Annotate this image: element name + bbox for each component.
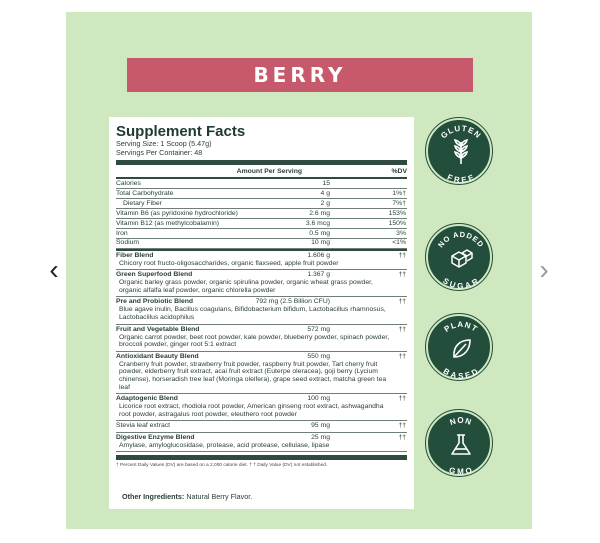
nutrient-row bbox=[116, 209, 407, 219]
blend-dv: †† bbox=[398, 352, 406, 360]
blend-name: Pre and Probiotic Blend bbox=[116, 298, 194, 306]
nutrient-name: Iron bbox=[116, 229, 128, 237]
non-gmo-badge bbox=[426, 410, 492, 476]
blend-dv: †† bbox=[398, 271, 406, 279]
blend-name: Digestive Enzyme Blend bbox=[116, 433, 195, 441]
nutrient-name: Dietary Fiber bbox=[123, 199, 162, 207]
dv-header: %DV bbox=[391, 167, 407, 175]
blend-row bbox=[116, 394, 407, 421]
blend-name: Fiber Blend bbox=[116, 252, 154, 260]
nutrient-dv: 153% bbox=[388, 209, 406, 217]
sugar-cube-icon bbox=[428, 226, 494, 292]
nutrient-dv: 3% bbox=[396, 229, 406, 237]
blend-amount: 95 mg bbox=[311, 422, 330, 430]
blend-name: Green Superfood Blend bbox=[116, 271, 193, 279]
svg-text:NON bbox=[449, 416, 474, 427]
servings-per-container: Servings Per Container: 48 bbox=[116, 147, 203, 157]
flavor-banner bbox=[127, 58, 473, 92]
blend-row bbox=[116, 433, 407, 452]
nutrient-name: Sodium bbox=[116, 239, 140, 247]
other-ingredients-value: Natural Berry Flavor. bbox=[186, 492, 253, 501]
nutrient-amount: 2 g bbox=[320, 199, 330, 207]
blend-dv: †† bbox=[398, 433, 406, 441]
badge-top-text: GLUTEN bbox=[439, 123, 483, 141]
blend-dv: †† bbox=[398, 252, 406, 260]
blend-amount: 550 mg bbox=[307, 352, 330, 360]
amount-header: Amount Per Serving bbox=[236, 167, 302, 175]
blend-dv: †† bbox=[398, 325, 406, 333]
plant-based-badge bbox=[426, 314, 492, 380]
nutrient-dv: 7%† bbox=[392, 199, 406, 207]
supplement-facts-title: Supplement Facts bbox=[116, 123, 246, 140]
blend-row bbox=[116, 325, 407, 352]
nutrient-amount: 0.5 mg bbox=[309, 229, 330, 237]
nutrient-row bbox=[116, 199, 407, 209]
blend-row bbox=[116, 270, 407, 297]
other-ingredients-label: Other Ingredients: bbox=[122, 492, 185, 501]
blend-amount: 1.367 g bbox=[307, 271, 330, 279]
nutrient-amount: 3.6 mcg bbox=[305, 219, 330, 227]
other-ingredients bbox=[122, 492, 252, 501]
blend-row bbox=[116, 297, 407, 324]
nutrient-row bbox=[116, 179, 407, 189]
blend-dv: †† bbox=[398, 395, 406, 403]
previous-image-arrow[interactable]: ‹ bbox=[49, 254, 59, 285]
badge-top-text: PLANT bbox=[442, 319, 480, 334]
no-added-sugar-badge bbox=[426, 224, 492, 290]
nutrient-row bbox=[116, 229, 407, 239]
blend-row bbox=[116, 251, 407, 270]
svg-text:GLUTEN bbox=[439, 124, 483, 141]
nutrient-name: Vitamin B6 (as pyridoxine hydrochloride) bbox=[116, 209, 238, 217]
nutrient-row bbox=[116, 219, 407, 229]
badge-top-text: NON bbox=[448, 416, 474, 428]
nutrient-amount: 15 bbox=[322, 179, 330, 187]
nutrient-name: Total Carbohydrate bbox=[116, 189, 174, 197]
blend-dv: †† bbox=[398, 298, 406, 306]
nutrient-dv: 150% bbox=[388, 219, 406, 227]
blend-dv: †† bbox=[398, 422, 406, 430]
svg-text:SUGAR bbox=[441, 276, 481, 290]
blend-ingredients: Licorice root extract, rhodiola root powder, American ginseng root extract, ashwagandha root powder, astragalus root powder, eleuthero root powder bbox=[119, 403, 384, 419]
blend-name: Antioxidant Beauty Blend bbox=[116, 352, 199, 360]
supplement-facts-panel bbox=[109, 117, 414, 509]
badge-bottom-text: SUGAR bbox=[441, 276, 481, 291]
svg-text:PLANT bbox=[443, 320, 480, 334]
nutrient-amount: 10 mg bbox=[311, 239, 330, 247]
blend-row bbox=[116, 421, 407, 433]
serving-size: Serving Size: 1 Scoop (5.47g) bbox=[116, 139, 212, 148]
blend-ingredients: Blue agave inulin, Bacillus coagulans, Bifidobacterium bifidum, Lactobacillus rhamnosus, Lactobacillus acidophilus bbox=[119, 306, 386, 322]
nutrient-amount: 4 g bbox=[320, 189, 330, 197]
svg-text:NO ADDED bbox=[436, 230, 486, 249]
blend-row bbox=[116, 352, 407, 395]
blend-name: Adaptogenic Blend bbox=[116, 395, 178, 403]
footnote: † Percent Daily Values (DV) are based on a 2,000 calorie diet. † † Daily Value (DV) not established. bbox=[116, 463, 328, 469]
nutrient-amount: 2.6 mg bbox=[309, 209, 330, 217]
badge-bottom-text: FREE bbox=[445, 172, 477, 185]
svg-text:FREE bbox=[446, 173, 476, 185]
blend-ingredients: Organic barley grass powder, organic spirulina powder, organic wheat grass powder, organic alfalfa leaf powder, organic chlorella powder bbox=[119, 279, 373, 295]
blend-ingredients: Amylase, amyloglucosidase, protease, acid protease, cellulase, lipase bbox=[119, 441, 330, 449]
badge-bottom-text: BASED bbox=[441, 366, 481, 381]
blend-ingredients: Chicory root fructo-oligosaccharides, organic flaxseed, apple fruit powder bbox=[119, 260, 339, 268]
leaf-icon bbox=[428, 316, 494, 382]
nutrient-dv: 1%† bbox=[392, 189, 406, 197]
next-image-arrow[interactable]: › bbox=[539, 254, 549, 285]
nutrient-dv bbox=[330, 180, 407, 188]
badge-top-text: NO ADDED bbox=[436, 229, 486, 250]
blend-name: Stevia leaf extract bbox=[116, 422, 171, 430]
divider bbox=[116, 455, 407, 460]
flavor-title: BERRY bbox=[253, 63, 347, 87]
blend-amount: 25 mg bbox=[311, 433, 330, 441]
nutrient-name: Calories bbox=[116, 179, 141, 187]
svg-text:BASED bbox=[442, 367, 481, 381]
wheat-icon bbox=[428, 120, 494, 186]
badge-bottom-text: GMO bbox=[447, 465, 475, 477]
blend-amount: 1.606 g bbox=[307, 252, 330, 260]
svg-text:GMO bbox=[448, 465, 474, 476]
nutrient-row bbox=[116, 189, 407, 199]
blend-amount: 100 mg bbox=[307, 395, 330, 403]
blend-ingredients: Organic carrot powder, beet root powder, kale powder, blueberry powder, spinach powder, broccoli powder, ginger root 5:1 extract bbox=[119, 333, 390, 349]
blend-name: Fruit and Vegetable Blend bbox=[116, 325, 200, 333]
blend-amount: 792 mg (2.5 Billion CFU) bbox=[255, 298, 330, 306]
nutrient-name: Vitamin B12 (as methylcobalamin) bbox=[116, 219, 220, 227]
nutrient-list bbox=[116, 179, 407, 249]
gluten-free-badge bbox=[426, 118, 492, 184]
blend-list bbox=[116, 251, 407, 452]
nutrient-row bbox=[116, 239, 407, 249]
blend-ingredients: Cranberry fruit powder, strawberry fruit powder, raspberry fruit powder, Tart cherry fruit powder, elderberry fruit extract, acai fruit extract (Euterpe oleracea), goji berry (Lycium chinense), horseradish tree leaf (Moringa oleifera), grape seed extract, matcha green tea leaf bbox=[119, 360, 387, 392]
nutrient-dv: <1% bbox=[392, 239, 406, 247]
flask-icon bbox=[428, 412, 494, 478]
blend-amount: 572 mg bbox=[307, 325, 330, 333]
facts-table-header bbox=[116, 165, 407, 177]
